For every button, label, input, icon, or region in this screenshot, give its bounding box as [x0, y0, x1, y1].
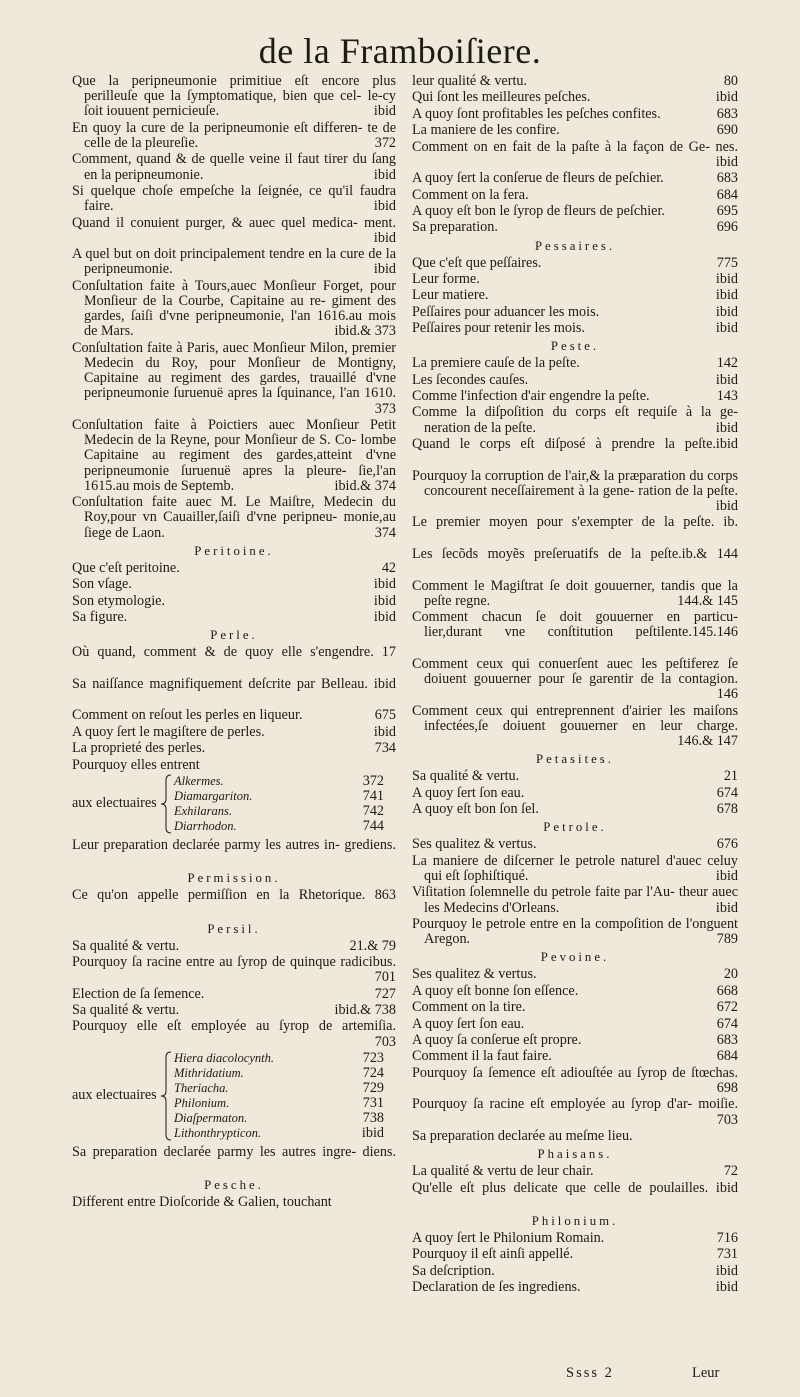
electuaire-item [174, 1066, 396, 1081]
entry-group [412, 74, 738, 236]
entry-text: Conſultation faite à Paris, auec Monſieur Milon, premier Medecin du Roy, pour Monſieur de Montigny, Capitaine au regiment des gardes, trauaillé d'vne peripneumonie ſuruenuë apres la ſquinance, l'an 1610. [72, 339, 396, 402]
index-entry [412, 1264, 738, 1279]
section-heading-pessaires: Pessaires. [534, 238, 616, 253]
page-reference: 789 [714, 932, 738, 947]
entry-text: Comment on reſout les perles en liqueur. [72, 707, 303, 724]
page-reference: ibid [713, 288, 738, 303]
entry-group [72, 939, 396, 1050]
index-entry [412, 107, 738, 122]
electuaires-label: aux electuaires [72, 794, 157, 811]
page-reference: 373 [372, 402, 396, 417]
page-reference: 723 [362, 1050, 384, 1067]
page-reference: ibid [713, 1280, 738, 1295]
index-entry [72, 987, 396, 1002]
page-reference: 696 [714, 220, 738, 235]
index-entry [72, 1019, 396, 1049]
index-entry [412, 1129, 738, 1144]
index-entry [412, 547, 738, 577]
page-reference: ibid [713, 321, 738, 336]
entry-text: A quoy ſont profitables les peſches confites. [412, 105, 661, 122]
page-reference: ibid [713, 499, 738, 514]
index-entry [412, 1000, 738, 1015]
entry-text: Peſſaires pour aduancer les mois. [412, 303, 600, 320]
entry-text: Que c'eſt que peſſaires. [412, 254, 542, 271]
entry-text: Comment on la tire. [412, 999, 526, 1016]
entry-text: Comment, quand & de quelle veine il faut tirer du ſang en la peripneumonie. [72, 151, 396, 183]
page-reference: ibid [713, 901, 738, 916]
entry-text: Quand il conuient purger, & auec quel medica- ment. [72, 214, 396, 231]
page-reference: ibid [713, 869, 738, 884]
page-reference: 675 [372, 708, 396, 723]
page-reference: ibid [713, 373, 738, 388]
index-entry [412, 1033, 738, 1048]
index-entry [412, 272, 738, 287]
entry-text: Le premier moyen pour s'exempter de la peſte. ib. [412, 514, 738, 531]
index-entry [72, 341, 396, 417]
electuaire-name: Philonium. [174, 1096, 230, 1111]
entry-text: Sa preparation declarée au meſme lieu. [412, 1127, 633, 1144]
index-entry [72, 121, 396, 151]
entry-group [72, 645, 396, 773]
index-entry [412, 321, 738, 336]
page-reference: ibid [371, 594, 396, 609]
entry-text: Comment il la faut faire. [412, 1048, 552, 1065]
electuaire-name: Diarrhodon. [174, 818, 237, 833]
entry-text: Conſultation faite à Tours,auec Monſieur Forget, pour Monſieur de la Courbe, Capitaine au re- giment des gardes, ſaiſi d'vne peripneumonie, l'an 1616.au mois de Mars. [72, 277, 396, 340]
page-reference: 729 [362, 1080, 384, 1097]
electuaire-item [174, 819, 396, 834]
running-head: de la Framboiſiere. [258, 31, 542, 71]
page-reference: 724 [362, 1065, 384, 1082]
index-entry [412, 854, 738, 884]
page-reference: 142 [714, 356, 738, 371]
page-reference: ibid [371, 262, 396, 277]
entry-text: Que c'eſt peritoine. [72, 559, 180, 576]
index-entry [72, 741, 396, 756]
section-heading-permission: Permission. [187, 871, 281, 886]
entry-text: Conſultation faite auec M. Le Maiſtre, Medecin du Roy,pour vn Cauailler,ſaiſi d'vne peripneu- monie,au ſiege de Laon. [72, 494, 396, 541]
entry-text: Qui ſont les meilleures peſches. [412, 89, 591, 106]
entry-text: Sa preparation. [412, 219, 498, 236]
page-reference: ibid [713, 90, 738, 105]
page-reference: ibid [713, 305, 738, 320]
electuaire-item [174, 1096, 396, 1111]
entry-text: A quoy eſt bonne ſon eſſence. [412, 982, 579, 999]
index-entry [412, 256, 738, 271]
page-reference: 144.& 145 [674, 594, 738, 609]
entry-text: Comment ceux qui entreprennent d'airier les maiſons infectées,ſe doiuent gouuerner en leur charge. [412, 702, 738, 735]
electuaire-name: Mithridatium. [174, 1066, 244, 1081]
entry-group [412, 1231, 738, 1295]
index-entry [412, 204, 738, 219]
index-entry [412, 1017, 738, 1032]
electuaire-item [174, 1051, 396, 1066]
page-reference: ibid [371, 199, 396, 214]
page-reference: 80 [721, 74, 738, 89]
page-reference: ibid [371, 231, 396, 246]
page-reference: 372 [372, 136, 396, 151]
index-entry [72, 1195, 396, 1210]
page-reference: 372 [362, 772, 384, 789]
section-heading-petasites: Petasites. [536, 752, 614, 767]
electuaire-name: Alkermes. [174, 773, 224, 788]
page-reference: 741 [362, 787, 384, 804]
page-reference: ibid [371, 725, 396, 740]
left-column [72, 74, 396, 1212]
index-entry [412, 405, 738, 435]
entry-text: Conſultation faite à Poictiers auec Monſieur Petit Medecin de la Reyne, pour Monſieur de S. Co- lombe Capitaine au regiment des gardes,atteint d'vne peripneumonie ſuruenuë apres la pleure- ſie,l'an 1615.au mois de Septemb. [72, 416, 396, 494]
entry-text: Où quand, comment & de quoy elle s'engendre. 17 [72, 644, 396, 661]
index-entry [412, 885, 738, 915]
entry-group [412, 837, 738, 947]
index-entry [412, 1164, 738, 1179]
entry-text: Que la peripneumonie primitiue eſt encore plus perilleuſe que la ſymptomatique, bien que cel- le-cy ſoit iouuent pernicieuſe. [72, 73, 396, 120]
page-reference: 716 [714, 1231, 738, 1246]
section-heading-persil: Persil. [207, 921, 261, 936]
entry-text: La qualité & vertu de leur chair. [412, 1163, 594, 1180]
page-reference: 701 [372, 970, 396, 985]
brace-icon [160, 1051, 172, 1141]
page-reference: ibid [713, 272, 738, 287]
index-entry [412, 469, 738, 515]
index-entry [412, 984, 738, 999]
page-reference: 683 [714, 1033, 738, 1048]
index-entry [412, 373, 738, 388]
page-reference: ibid [713, 1264, 738, 1279]
entry-text: Pourquoy ſa ſemence eſt adiouſtée au ſyrop de ſtœchas. [412, 1064, 738, 1081]
index-entry [72, 594, 396, 609]
entry-group [412, 967, 738, 1144]
index-entry [72, 495, 396, 541]
index-entry [72, 939, 396, 954]
page-reference: 683 [714, 171, 738, 186]
entry-text: En quoy la cure de la peripneumonie eſt differen- te de celle de la pleureſie. [72, 119, 396, 151]
entry-text: Si quelque choſe empeſche la ſeignée, ce qu'il faudra faire. [72, 182, 396, 215]
section-heading-petrole: Petrole. [543, 820, 607, 835]
page-reference: 672 [714, 1000, 738, 1015]
page-reference: 731 [714, 1247, 738, 1262]
page-reference: 146.& 147 [674, 734, 738, 749]
entry-text: Comment on la fera. [412, 186, 529, 203]
entry-text: Sa qualité & vertu. [72, 1002, 180, 1019]
entry-group [412, 356, 738, 749]
section-heading-peritoine: Peritoine. [194, 543, 274, 558]
index-entry [412, 171, 738, 186]
entry-group [72, 888, 396, 918]
section-heading-pevoine: Pevoine. [540, 950, 610, 965]
entry-text: A quoy eſt bon ſon ſel. [412, 801, 539, 818]
index-entry [72, 758, 396, 773]
entry-text: Leur forme. [412, 270, 480, 287]
entry-text: Election de ſa ſemence. [72, 985, 205, 1002]
section-heading-pesche: Pesche. [204, 1178, 264, 1193]
brace-icon [160, 774, 172, 834]
entry-text: Son vſage. [72, 576, 132, 593]
entry-text: Leur preparation declarée parmy les autres in- grediens. [72, 836, 396, 853]
entry-text: leur qualité & vertu. [412, 73, 528, 89]
page-reference: 731 [362, 1095, 384, 1112]
index-entry [412, 1066, 738, 1096]
entry-text: Sa qualité & vertu. [72, 937, 180, 954]
page-reference: ibid [361, 1125, 384, 1142]
entry-text: Qu'elle eſt plus delicate que celle de poulailles. ibid [412, 1179, 738, 1196]
entry-text: Quand le corps eſt diſposé à prendre la peſte.ibid [412, 436, 738, 453]
index-entry [412, 1097, 738, 1127]
entry-group [412, 1164, 738, 1211]
section-heading-peste: Peste. [550, 339, 600, 354]
index-entry [412, 305, 738, 320]
page-reference: ibid [371, 610, 396, 625]
entry-text: La premiere cauſe de la peſte. [412, 355, 580, 372]
index-entry [72, 561, 396, 576]
page-reference: 668 [714, 984, 738, 999]
entry-text: Sa deſcription. [412, 1262, 495, 1279]
entry-text: Leur matiere. [412, 287, 489, 304]
index-entry [72, 279, 396, 340]
index-entry [72, 418, 396, 494]
electuaire-name: Theriacha. [174, 1081, 229, 1096]
electuaire-name: Diaſpermaton. [174, 1111, 248, 1126]
entry-group [72, 838, 396, 868]
index-entry [412, 74, 738, 89]
page-reference: 21.& 79 [346, 939, 396, 954]
entry-text: Pourquoy ſa racine eſt employée au ſyrop d'ar- moiſie. [412, 1096, 738, 1113]
page-reference: 676 [714, 837, 738, 852]
electuaire-name: Diamargariton. [174, 788, 253, 803]
electuaire-item [174, 804, 396, 819]
entry-text: Ce qu'on appelle permiſſion en la Rhetorique. 863 [72, 887, 396, 904]
electuaire-name: Exhilarans. [174, 803, 232, 818]
page-reference: 72 [721, 1164, 738, 1179]
index-entry [412, 610, 738, 656]
page-reference: 775 [714, 256, 738, 271]
electuaire-name: Lithonthrypticon. [174, 1126, 262, 1141]
index-entry [72, 1003, 396, 1018]
entry-text: Pourquoy ſa racine entre au ſyrop de quinque radicibus. [72, 954, 396, 971]
index-entry [72, 184, 396, 214]
entry-text: Comment ceux qui conuerſent auec les peſtiferez ſe doiuent gouuerner pour ſe garentir de la contagion. [412, 656, 738, 688]
index-entry [412, 917, 738, 947]
entry-text: Ses qualitez & vertus. [412, 836, 537, 853]
electuaire-name: Hiera diacolocynth. [174, 1051, 274, 1066]
index-entry [72, 577, 396, 592]
page-reference: 674 [714, 786, 738, 801]
page-reference: ibid.& 374 [332, 479, 396, 494]
index-entry [72, 677, 396, 707]
page-reference: 742 [362, 802, 384, 819]
entry-group [72, 1145, 396, 1175]
index-entry [72, 610, 396, 625]
entry-text: Pourquoy elles entrent [72, 756, 200, 773]
electuaires-label: aux electuaires [72, 1087, 157, 1104]
electuaire-item [174, 789, 396, 804]
index-entry [412, 802, 738, 817]
page-reference: 703 [714, 1113, 738, 1128]
entry-text: A quoy ſert le Philonium Romain. [412, 1229, 605, 1246]
entry-text: Comment chacun ſe doit gouuerner en particu- lier,durant vne conſtitution peſtilente.145.146 [412, 609, 738, 641]
page-reference: 374 [372, 526, 396, 541]
index-entry [412, 515, 738, 545]
entry-text: Sa preparation declarée parmy les autres ingre- diens. [72, 1144, 396, 1161]
index-entry [412, 389, 738, 404]
index-entry [72, 838, 396, 868]
index-entry [412, 1280, 738, 1295]
index-entry [412, 704, 738, 750]
index-entry [412, 579, 738, 609]
page-reference: 684 [714, 188, 738, 203]
entry-text: La maniere de diſcerner le petrole naturel d'auec celuy qui eſt ſophiſtiqué. [412, 852, 738, 885]
index-entry [412, 786, 738, 801]
page-reference: ibid.& 738 [332, 1003, 396, 1018]
index-entry [72, 1145, 396, 1175]
entry-text: Comme la diſpoſition du corps eſt requiſe à la ge- neration de la peſte. [412, 404, 738, 436]
page-reference: ibid [371, 577, 396, 592]
index-entry [412, 1181, 738, 1211]
index-entry [412, 123, 738, 138]
entry-text: Sa figure. [72, 608, 128, 625]
page-reference: 744 [362, 817, 384, 834]
page-reference: ibid [371, 104, 396, 119]
index-entry [412, 657, 738, 703]
page-reference: 698 [714, 1081, 738, 1096]
entry-text: La maniere de les confire. [412, 122, 560, 139]
entry-text: Viſitation ſolemnelle du petrole faite par l'Au- theur auec les Medecins d'Orleans. [412, 884, 738, 916]
entry-text: A quoy ſa conſerue eſt propre. [412, 1031, 582, 1048]
index-entry [72, 247, 396, 277]
electuaire-item [174, 774, 396, 789]
electuaire-item [174, 1111, 396, 1126]
section-heading-philonium: Philonium. [531, 1213, 619, 1228]
index-entry [412, 967, 738, 982]
index-entry [412, 288, 738, 303]
index-entry [412, 1247, 738, 1262]
index-entry [412, 837, 738, 852]
index-entry [72, 888, 396, 918]
entry-text: Sa naiſſance magnifiquement deſcrite par Belleau. ibid [72, 675, 396, 692]
entry-text: Ses qualitez & vertus. [412, 966, 537, 983]
entry-text: Comment le Magiſtrat ſe doit gouuerner, tandis que la peſte regne. [412, 577, 738, 609]
index-entry [72, 152, 396, 182]
entry-text: Les ſecõds moyẽs preſeruatifs de la peſte.ib.& 144 [412, 546, 738, 563]
page-reference: ibid [713, 155, 738, 170]
page-reference: 678 [714, 802, 738, 817]
page-reference: 703 [372, 1035, 396, 1050]
index-entry [412, 356, 738, 371]
page-reference: 20 [721, 967, 738, 982]
page-reference: 695 [714, 204, 738, 219]
entry-text: Comment on en fait de la paſte à la façon de Ge- nes. [412, 138, 738, 155]
page-reference: ibid [713, 421, 738, 436]
page-reference: 738 [362, 1110, 384, 1127]
page-reference: 734 [372, 741, 396, 756]
entry-text: Les ſecondes cauſes. [412, 371, 529, 388]
catchword: Leur [692, 1365, 720, 1381]
index-entry [412, 188, 738, 203]
index-entry [412, 140, 738, 170]
signature-mark: Ssss 2 [566, 1365, 614, 1381]
index-entry [72, 955, 396, 985]
index-entry [72, 708, 396, 723]
electuaires-group [72, 774, 396, 836]
index-entry [72, 645, 396, 675]
page-reference: 42 [379, 561, 396, 576]
entry-group [72, 561, 396, 625]
index-entry [412, 1049, 738, 1064]
entry-text: A quel but on doit principalement tendre en la cure de la peripneumonie. [72, 246, 396, 278]
page-reference: 674 [714, 1017, 738, 1032]
index-entry [72, 74, 396, 120]
index-entry [412, 1231, 738, 1246]
page-reference: 21 [721, 769, 738, 784]
entry-group [72, 1195, 396, 1210]
electuaire-item [174, 1126, 396, 1141]
electuaires-group [72, 1051, 396, 1143]
section-heading-perle: Perle. [210, 628, 258, 643]
entry-text: Peſſaires pour retenir les mois. [412, 320, 585, 337]
entry-text: Sa qualité & vertu. [412, 768, 520, 785]
page-reference: 143 [714, 389, 738, 404]
entry-text: A quoy ſert ſon eau. [412, 1015, 525, 1032]
index-entry [72, 216, 396, 246]
page-reference: 684 [714, 1049, 738, 1064]
index-entry [412, 220, 738, 235]
index-entry [72, 725, 396, 740]
entry-text: A quoy ſert ſon eau. [412, 784, 525, 801]
entry-text: A quoy ſert le magiſtere de perles. [72, 723, 265, 740]
entry-text: Son etymologie. [72, 592, 166, 609]
page-reference: 690 [714, 123, 738, 138]
entry-group [72, 74, 396, 541]
entry-group [412, 256, 738, 337]
entry-text: Declaration de ſes ingrediens. [412, 1279, 581, 1296]
index-entry [412, 90, 738, 105]
electuaire-item [174, 1081, 396, 1096]
page-reference: ibid.& 373 [332, 324, 396, 339]
index-entry [412, 769, 738, 784]
entry-text: A quoy eſt bon le ſyrop de fleurs de peſchier. [412, 202, 665, 219]
page-reference: 146 [714, 687, 738, 702]
entry-text: Pourquoy la corruption de l'air,& la præparation du corps concourent neceſſairement à la gene- ration de la peſte. [412, 467, 738, 499]
entry-text: Pourquoy il eſt ainſi appellé. [412, 1246, 574, 1263]
entry-text: Different entre Dioſcoride & Galien, touchant [72, 1194, 332, 1211]
index-entry [412, 437, 738, 467]
entry-text: La proprieté des perles. [72, 740, 206, 757]
page-reference: ibid [371, 168, 396, 183]
page-reference: 683 [714, 107, 738, 122]
page-reference: 727 [372, 987, 396, 1002]
section-heading-phaisans: Phaisans. [537, 1147, 613, 1162]
right-column [412, 74, 738, 1297]
entry-text: Pourquoy elle eſt employée au ſyrop de artemiſia. [72, 1018, 396, 1035]
entry-text: A quoy ſert la conſerue de fleurs de peſchier. [412, 170, 664, 187]
entry-text: Pourquoy le petrole entre en la compoſition de l'onguent Aregon. [412, 916, 738, 948]
entry-group [412, 769, 738, 817]
entry-text: Comme l'infection d'air engendre la peſte. [412, 388, 650, 405]
